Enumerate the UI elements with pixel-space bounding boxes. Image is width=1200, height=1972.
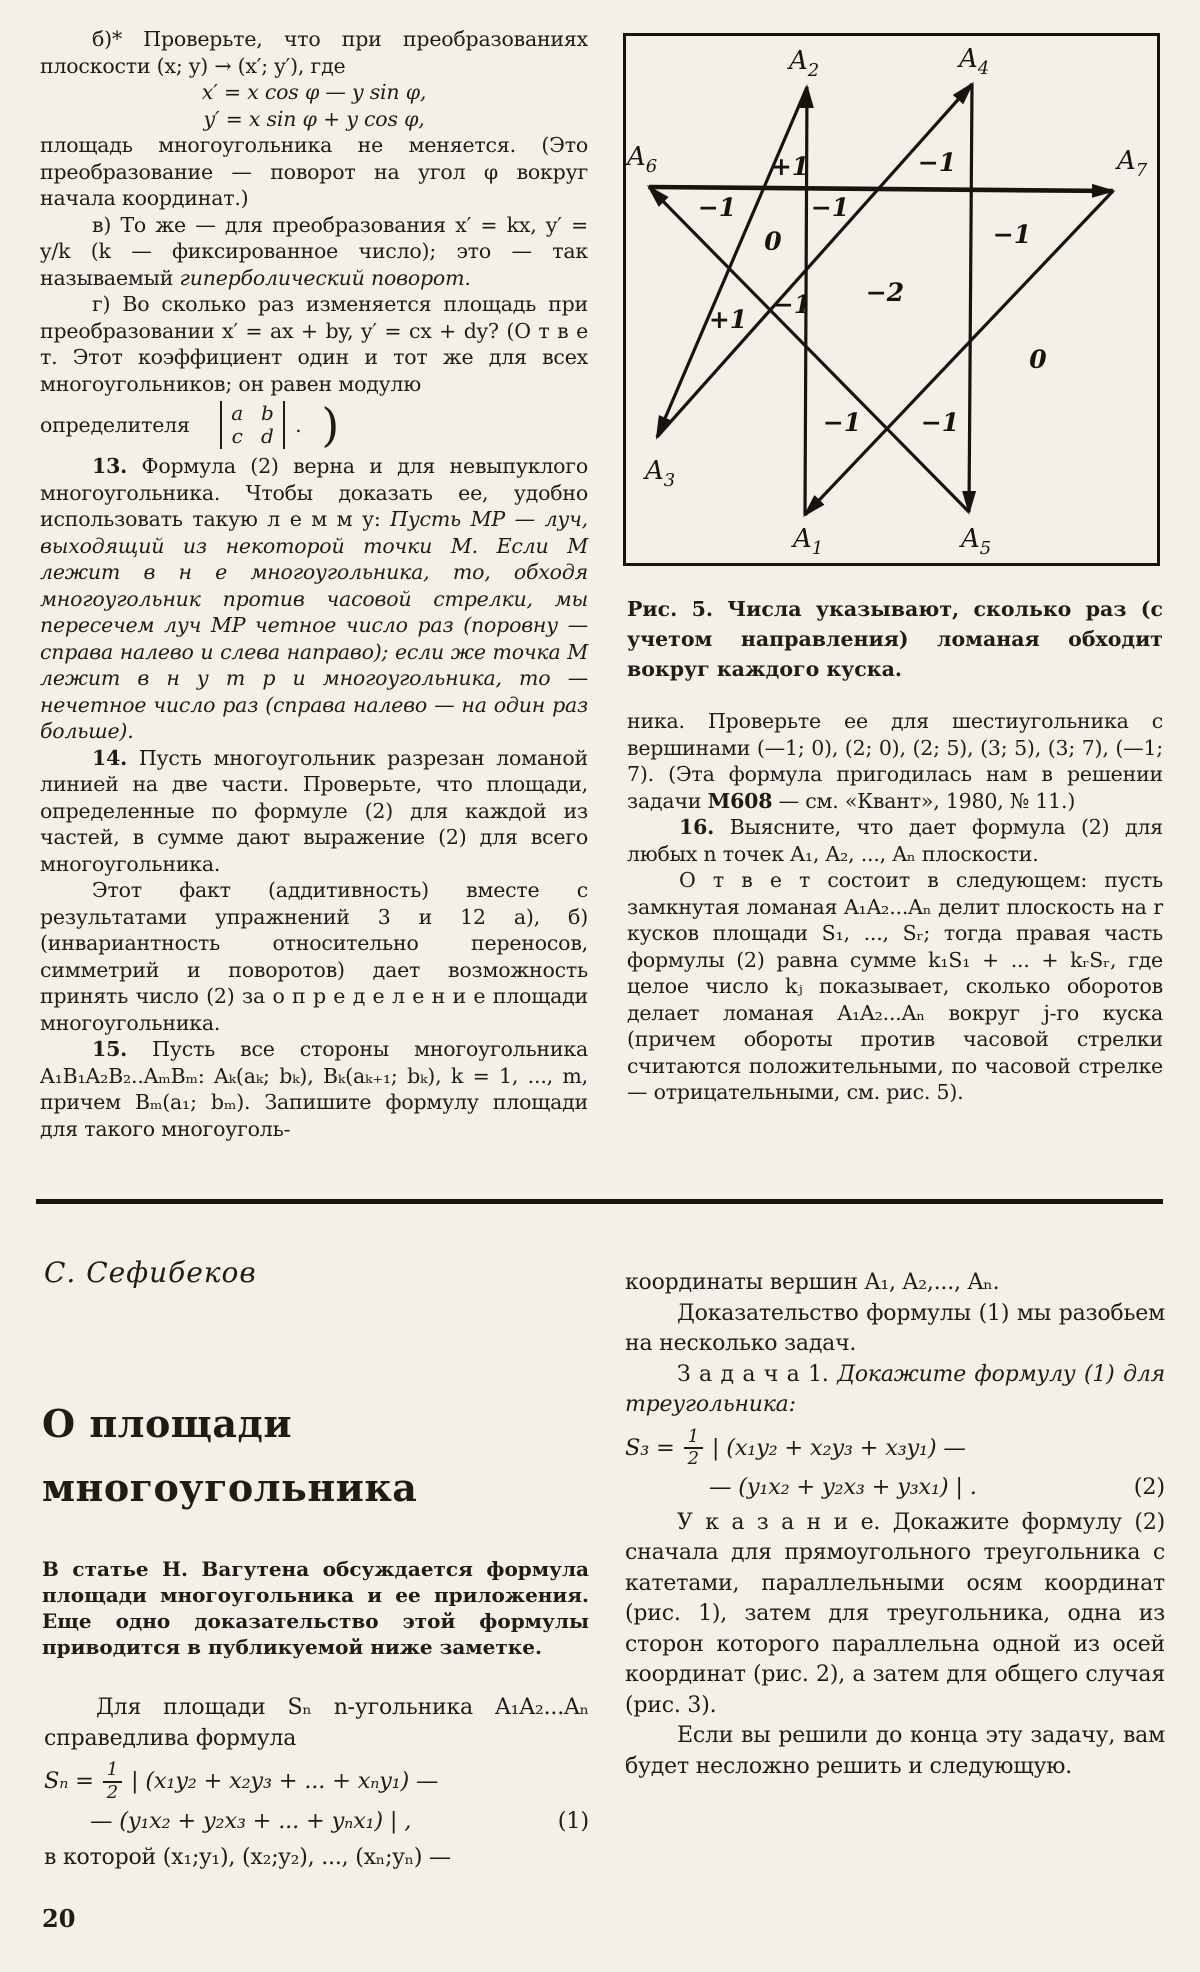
winding-label-7: −1 (992, 220, 1032, 249)
det-entry-b: b (260, 401, 274, 425)
formula-2-tag: (2) (1133, 1474, 1165, 1501)
paragraph-v (40, 212, 588, 292)
paragraph-vertices (625, 1268, 1165, 1299)
problem-1-statement: Докажите формулу (1) для треугольника: (625, 1361, 1165, 1417)
paragraph-coords (44, 1842, 589, 1873)
formula-1-row2 (44, 1806, 589, 1837)
problem-1-label: З а д а ч а 1. (677, 1361, 838, 1387)
vertex-label-a3: $A_3$ (645, 456, 676, 491)
vertex-label-a5: $A_5$ (961, 524, 992, 559)
paragraph-hexagon (627, 708, 1163, 814)
winding-label-5: −1 (772, 290, 812, 319)
problem-1 (625, 1360, 1165, 1421)
author-name: С. Сефибеков (44, 1256, 257, 1289)
exercise-13-number: 13. (92, 454, 128, 478)
winding-label-2: −1 (697, 193, 737, 222)
edge-a6-a7 (649, 187, 1113, 191)
formula-2-row1 (625, 1425, 1165, 1470)
formula-1 (44, 1761, 589, 1837)
formula-2-row2 (625, 1472, 1165, 1503)
det-entry-c: c (231, 424, 243, 448)
winding-label-0: +1 (770, 152, 810, 181)
determinant-matrix (220, 401, 285, 449)
formula-1-tag: (1) (557, 1807, 589, 1834)
vertex-label-a6: $A_6$ (627, 142, 658, 177)
paragraph-formula-intro-text: Для площади Sₙ n-угольника A₁A₂...Aₙ справедлива формула (44, 1695, 589, 1751)
formula-1-row1 (44, 1761, 589, 1803)
formula-2 (625, 1425, 1165, 1503)
paragraph-proof-plan (625, 1299, 1165, 1360)
exercise-14-number: 14. (92, 745, 128, 770)
top-right-column (627, 708, 1163, 1106)
hyperbolic-rotation-term: гиперболический поворот. (179, 265, 471, 290)
paragraph-area-invariant-text: площадь многоугольника не меняется. (Это преобразование — поворот на угол φ вокруг начала координат.) (40, 133, 588, 210)
edge-a5-a6 (649, 187, 969, 512)
bottom-left-column (44, 1692, 589, 1873)
paragraph-g-text: г) Во сколько раз изменяется площадь при преобразовании x′ = ax + by, y′ = cx + dy? (О т в е т. Этот коэффициент один и тот же для всех многоугольников; он равен модулю (40, 292, 588, 396)
formula-2-line2: — (y₁x₂ + y₂x₃ + y₃x₁) | . (709, 1474, 977, 1501)
paragraph-proof-plan-text: Доказательство формулы (1) мы разобьем на несколько задач. (625, 1300, 1165, 1356)
edge-a7-a1 (805, 191, 1113, 515)
star-polygon-diagram (623, 33, 1160, 566)
formula-1-line2: — (y₁x₂ + y₂x₃ + ... + yₙx₁) | , (90, 1807, 412, 1834)
section-divider (36, 1199, 1163, 1204)
paragraph-answer (627, 867, 1163, 1106)
formula-rotation-y (40, 106, 588, 133)
paragraph-hexagon-text: ника. Проверьте ее для шестиугольника с вершинами (—1; 0), (2; 0), (2; 5), (3; 5), (3; 7), (—1; 7). (Эта формула пригодилась нам в решении задачи (627, 709, 1163, 813)
paragraph-additivity-text: Этот факт (аддитивность) вместе с результатами упражнений 3 и 12 а), б) (инвариантность относительно переносов, симметрий и поворотов) дает возможность принять число (2) за о п р е д е л е н и е площади многоугольника. (40, 878, 588, 1035)
top-left-column (40, 26, 588, 1142)
paragraph-coords-text: в которой (x₁;y₁), (x₂;y₂), ..., (xₙ;yₙ) — (44, 1844, 451, 1870)
winding-label-6: −2 (865, 278, 905, 307)
winding-label-10: −1 (822, 408, 862, 437)
determinant-period: . (295, 412, 302, 437)
figure-5 (623, 33, 1160, 566)
formula-rotation-x-text: x′ = x cos φ — y sin φ, (201, 80, 427, 104)
paragraph-closing (625, 1721, 1165, 1782)
page-number: 20 (42, 1904, 76, 1933)
paragraph-v-text: в) То же — для преобразования x′ = kx, y′ = y/k (k — фиксированное число); это — так называемый (40, 212, 588, 290)
exercise-13-text: Формула (2) верна и для невыпуклого многоугольника. Чтобы доказать ее, удобно использовать такую л е м м у: (40, 454, 588, 531)
det-entry-a: a (231, 401, 243, 425)
closing-parenthesis: ) (321, 397, 340, 452)
paragraph-additivity (40, 877, 588, 1036)
determinant-word: определителя (40, 412, 190, 437)
winding-label-8: +1 (708, 305, 748, 334)
paragraph-b-text: б)* Проверьте, что при преобразованиях плоскости (x; y) → (x′; y′), где (40, 27, 588, 78)
formula-2-lhs: S₃ = (625, 1435, 675, 1462)
exercise-16 (627, 814, 1163, 867)
formula-2-line1: | (x₁y₂ + x₂y₃ + x₃y₁) — (711, 1435, 966, 1462)
paragraph-answer-text: О т в е т состоит в следующем: пусть замкнутая ломаная A₁A₂...Aₙ делит плоскость на r кусков площади S₁, ..., Sᵣ; тогда правая часть формулы (2) равна сумме k₁S₁ + ... + kᵣSᵣ, где целое число kⱼ показывает, сколько оборотов делает ломаная A₁A₂...Aₙ вокруг j-го куска (причем обороты против часовой стрелки считаются положительными, по часовой стрелке — отрицательными, см. рис. 5). (627, 868, 1163, 1104)
edge-a3-a4 (657, 84, 972, 437)
vertex-label-a7: $A_7$ (1117, 146, 1148, 181)
determinant-right-bar (283, 401, 286, 449)
edge-a4-a5 (969, 84, 972, 512)
winding-label-4: 0 (764, 227, 782, 256)
one-half-fraction: $\frac{1}{2}$ (103, 1761, 122, 1803)
winding-label-11: −1 (920, 408, 960, 437)
formula-rotation-y-text: y′ = x sin φ + y cos φ, (203, 106, 425, 131)
vertex-label-a1: $A_1$ (793, 524, 824, 559)
kvant-ref: — см. «Квант», 1980, № 11.) (772, 788, 1076, 813)
exercise-14 (40, 745, 588, 878)
paragraph-g (40, 291, 588, 397)
formula-1-line1: | (x₁y₂ + x₂y₃ + ... + xₙy₁) — (131, 1768, 439, 1795)
one-half-fraction-2: $\frac{1}{2}$ (684, 1428, 703, 1470)
winding-label-3: −1 (810, 193, 850, 222)
formula-1-lhs: Sₙ = (44, 1768, 94, 1795)
figure-5-caption: Рис. 5. Числа указывают, сколько раз (с учетом направления) ломаная обходит вокруг каждого куска. (627, 597, 1163, 681)
paragraph-vertices-text: координаты вершин A₁, A₂,..., Aₙ. (625, 1270, 1000, 1295)
paragraph-hint (625, 1508, 1165, 1722)
det-entry-d: d (260, 424, 274, 448)
edge-a2-a3 (657, 87, 810, 437)
exercise-15-text: Пусть все стороны многоугольника A₁B₁A₂B₂..AₘBₘ: Aₖ(aₖ; bₖ), Bₖ(aₖ₊₁; bₖ), k = 1, ..., m, причем Bₘ(a₁; bₘ). Запишите формулу площади для такого многоуголь- (40, 1037, 588, 1141)
paragraph-hint-text: У к а з а н и е. Докажите формулу (2) сначала для прямоугольного треугольника с катетами, параллельными осям координат (рис. 1), затем для треугольника, одна из сторон которого параллельна одной из осей координат (рис. 2), а затем для общего случая (рис. 3). (625, 1509, 1165, 1718)
formula-rotation-x (40, 79, 588, 106)
bottom-right-column (625, 1268, 1165, 1782)
article-abstract: В статье Н. Вагутена обсуждается формула площади многоугольника и ее приложения. Еще одно доказательство этой формулы приводится в публикуемой ниже заметке. (42, 1557, 589, 1659)
exercise-15-number: 15. (92, 1037, 128, 1061)
article-title-line2: многоугольника (42, 1465, 418, 1510)
determinant-entries (222, 401, 282, 449)
determinant-line (40, 397, 588, 452)
problem-m608-ref: М608 (707, 788, 773, 813)
winding-label-1: −1 (917, 148, 957, 177)
paragraph-b (40, 26, 588, 79)
exercise-14-text: Пусть многоугольник разрезан ломаной линией на две части. Проверьте, что площади, определенные по формуле (2) для каждой из частей, в сумме дают выражение (2) для всего многоугольника. (40, 745, 588, 876)
vertex-label-a4: $A_4$ (959, 44, 990, 79)
paragraph-formula-intro (44, 1692, 589, 1754)
exercise-13 (40, 453, 588, 745)
exercise-16-number: 16. (679, 815, 715, 839)
paragraph-area-invariant (40, 132, 588, 212)
winding-label-9: 0 (1029, 345, 1047, 374)
article-title (42, 1392, 417, 1520)
exercise-16-text: Выясните, что дает формула (2) для любых n точек A₁, A₂, ..., Aₙ плоскости. (627, 815, 1163, 866)
article-title-line1: О площади (42, 1401, 293, 1446)
paragraph-closing-text: Если вы решили до конца эту задачу, вам будет несложно решить и следующую. (625, 1723, 1165, 1779)
exercise-15 (40, 1036, 588, 1142)
lemma-text: Пусть MP — луч, выходящий из некоторой точки M. Если M лежит в н е многоугольника, то, обходя многоугольник против часовой стрелки, мы пересечем луч MP четное число раз (поровну — справа налево и слева направо); если же точка M лежит в н у т р и многоугольника, то — нечетное число раз (справа налево — на один раз больше). (40, 507, 588, 743)
vertex-label-a2: $A_2$ (789, 46, 820, 81)
